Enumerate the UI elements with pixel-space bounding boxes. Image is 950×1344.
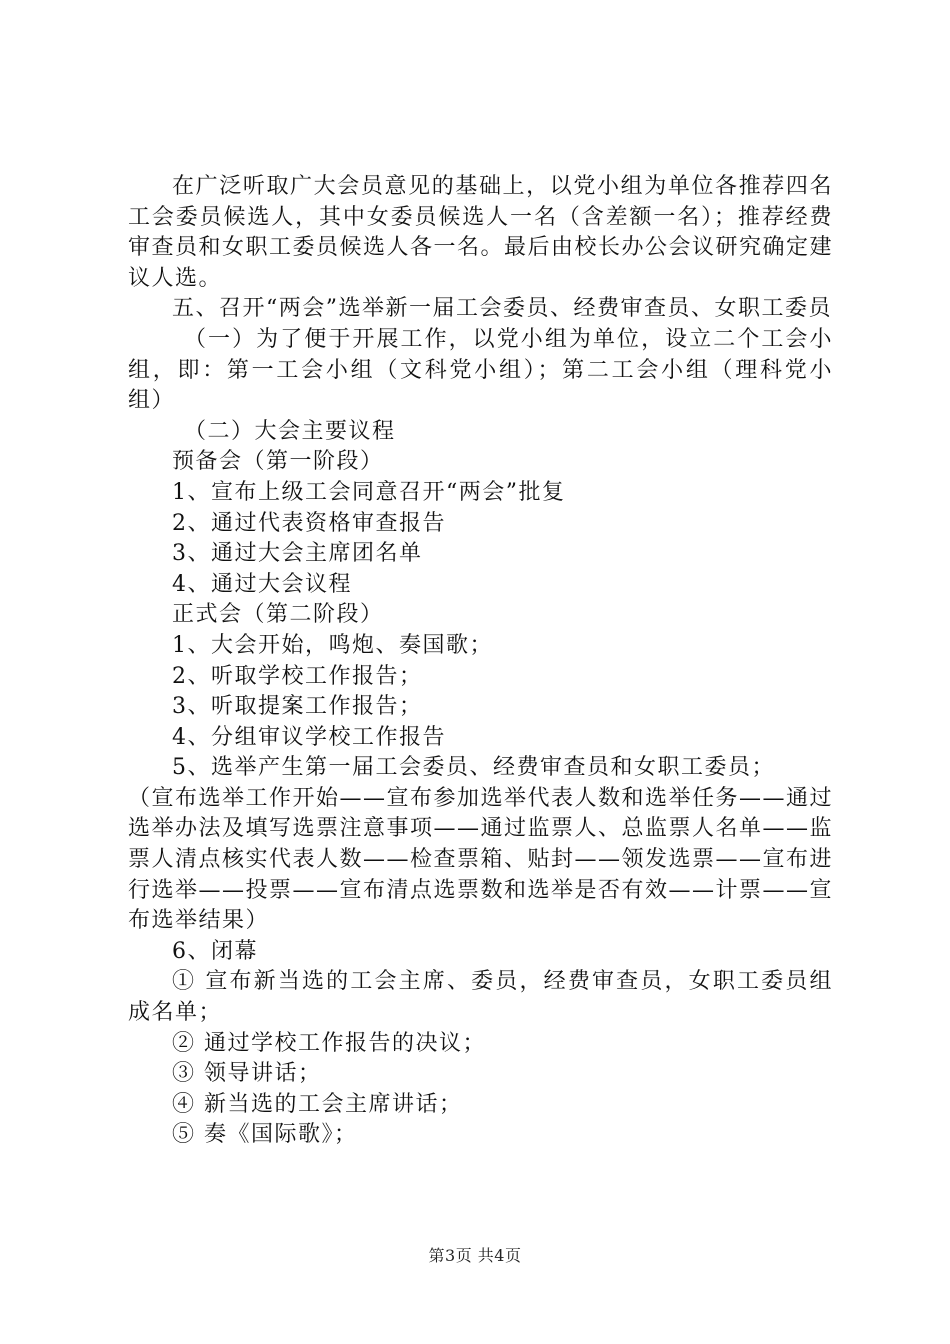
list-item: 1、大会开始，鸣炮、奏国歌； <box>172 632 493 658</box>
list-item: 2、通过代表资格审查报告 <box>172 510 446 536</box>
list-item: ② 通过学校工作报告的决议； <box>172 1030 486 1056</box>
preparatory-meeting-heading: 预备会（第一阶段） <box>172 449 384 475</box>
agenda-heading: （二）大会主要议程 <box>184 418 396 444</box>
section-five-heading: 五、召开“两会”选举新一届工会委员、经费审查员、女职工委员 <box>172 296 832 322</box>
list-item: 2、听取学校工作报告； <box>172 663 423 689</box>
list-item: 3、通过大会主席团名单 <box>172 541 423 567</box>
page-number-footer: 第3页 共4页 <box>428 1246 522 1265</box>
paragraph-nomination: 在广泛听取广大会员意见的基础上，以党小组为单位各推荐四名工会委员候选人，其中女委员候选人一名（含差额一名）；推荐经费审查员和女职工委员候选人各一名。最后由校长办公会议研究确定建议人选。 <box>128 174 834 291</box>
paragraph-union-groups: （一）为了便于开展工作，以党小组为单位，设立二个工会小组，即：第一工会小组（文科党小组）；第二工会小组（理科党小组） <box>128 326 833 414</box>
list-item: 4、通过大会议程 <box>172 571 352 597</box>
list-item: ③ 领导讲话； <box>172 1061 322 1087</box>
list-item: 3、听取提案工作报告； <box>172 694 423 720</box>
election-procedure-paragraph: （宣布选举工作开始——宣布参加选举代表人数和选举任务——通过选举办法及填写选票注意事项——通过监票人、总监票人名单——监票人清点核实代表人数——检查票箱、贴封——领发选票——宣布进行选举——投票——宣布清点选票数和选举是否有效——计票——宣布选举结果） <box>128 785 834 934</box>
list-item: ⑤ 奏《国际歌》； <box>172 1122 358 1148</box>
list-item: 1、宣布上级工会同意召开“两会”批复 <box>172 479 566 505</box>
closing-heading: 6、闭幕 <box>172 938 258 964</box>
list-item: ① 宣布新当选的工会主席、委员，经费审查员，女职工委员组成名单； <box>128 969 833 1026</box>
list-item: ④ 新当选的工会主席讲话； <box>172 1091 463 1117</box>
document-body <box>128 172 833 1151</box>
list-item: 5、选举产生第一届工会委员、经费审查员和女职工委员； <box>172 755 775 781</box>
list-item: 4、分组审议学校工作报告 <box>172 724 446 750</box>
formal-meeting-heading: 正式会（第二阶段） <box>172 602 384 628</box>
